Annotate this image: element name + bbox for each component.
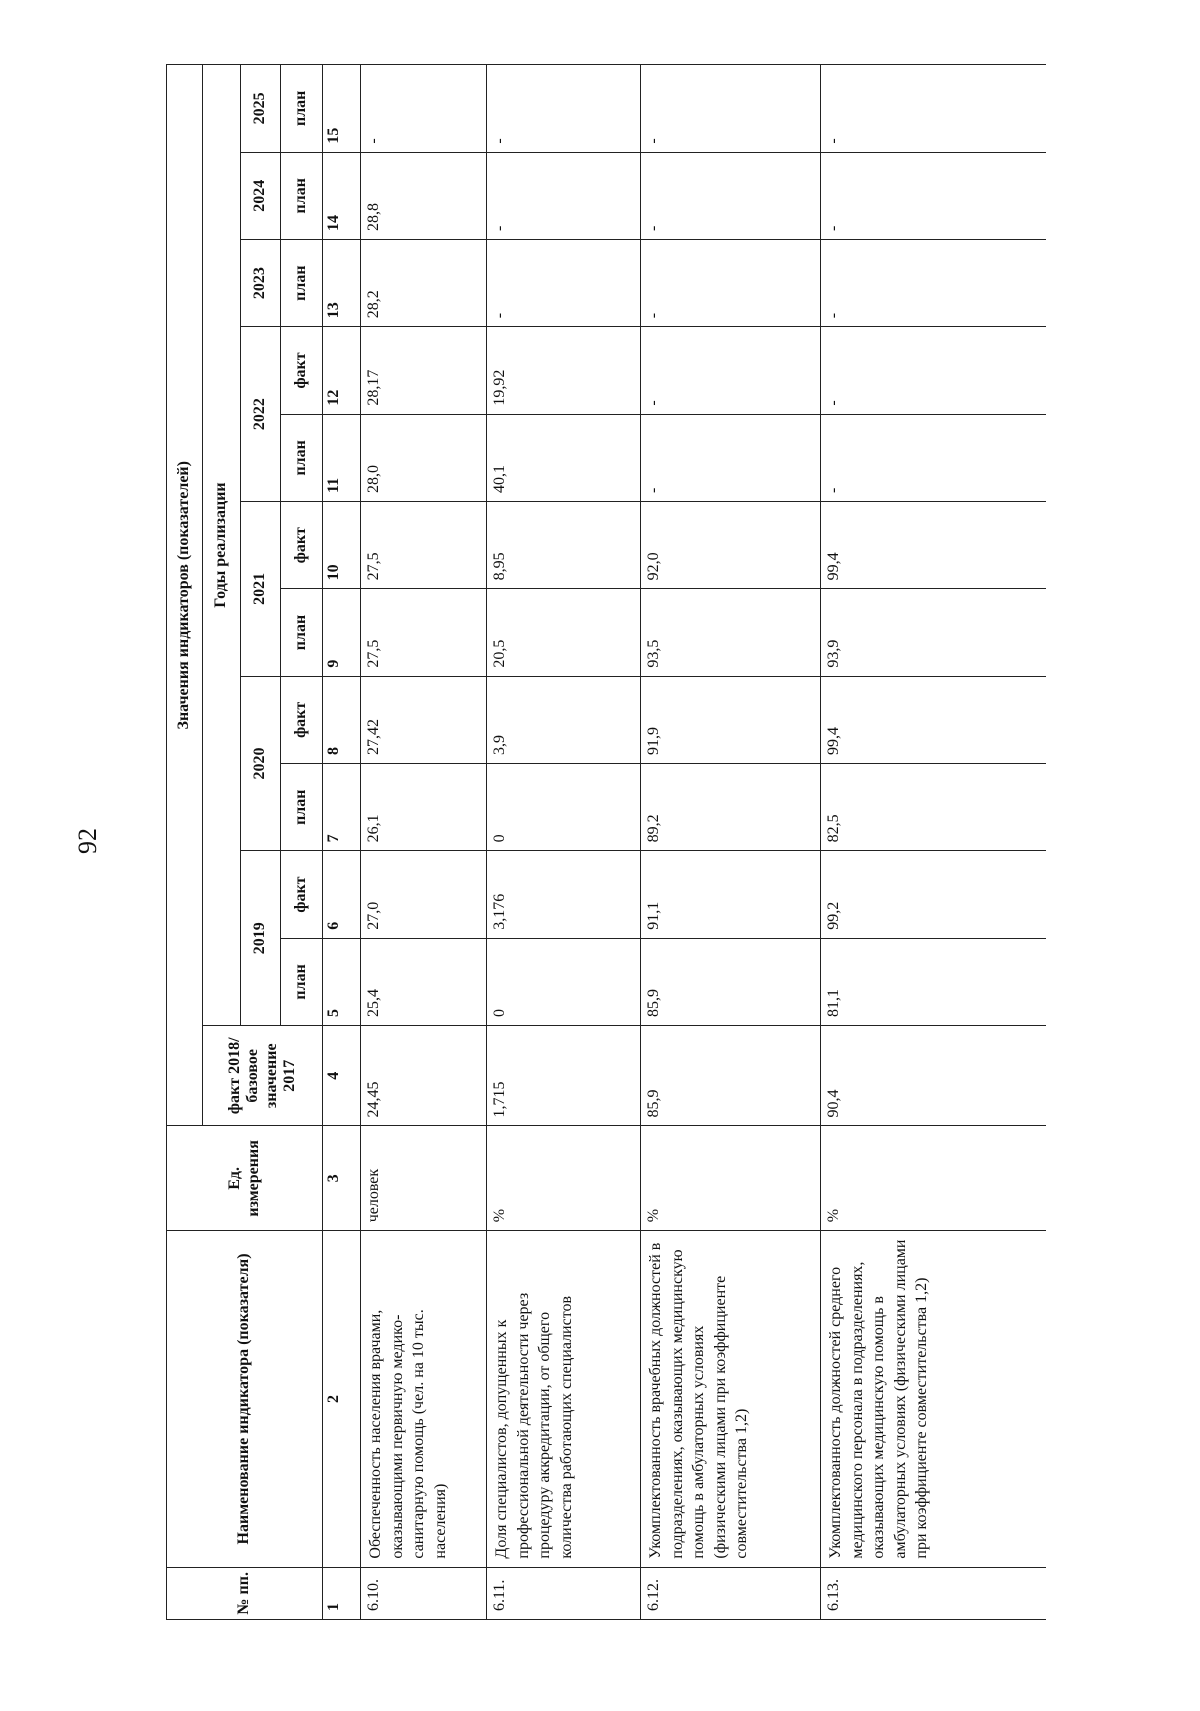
value-cell: - <box>641 327 821 414</box>
value-cell: 20,5 <box>487 589 641 676</box>
header-plan: план <box>281 65 323 153</box>
header-fact: факт <box>281 327 323 414</box>
header-name: Наименование индикатора (показателя) <box>167 1231 323 1567</box>
value-cell: 40,1 <box>487 414 641 501</box>
header-year-2024: 2024 <box>241 152 281 239</box>
value-cell: - <box>821 65 1047 153</box>
indicator-table <box>166 64 1046 1620</box>
value-cell: - <box>821 152 1047 239</box>
unit-cell: человек <box>361 1126 487 1231</box>
column-number: 7 <box>323 764 361 851</box>
column-number: 6 <box>323 851 361 938</box>
column-number: 8 <box>323 676 361 763</box>
indicator-name: Обеспеченность населения врачами, оказывающими первичную медико-санитарную помощь (чел. на 10 тыс. населения) <box>361 1231 487 1567</box>
header-values-group: Значения индикаторов (показателей) <box>167 65 203 1126</box>
header-year-2023: 2023 <box>241 239 281 326</box>
header-year-2019: 2019 <box>241 851 281 1026</box>
value-cell: 26,1 <box>361 764 487 851</box>
header-plan: план <box>281 414 323 501</box>
header-plan: план <box>281 152 323 239</box>
value-cell: 99,2 <box>821 851 1047 938</box>
value-cell: - <box>821 414 1047 501</box>
value-cell: 27,5 <box>361 589 487 676</box>
header-years-group: Годы реализации <box>203 65 241 1026</box>
header-year-2025: 2025 <box>241 65 281 153</box>
header-fact: факт <box>281 501 323 588</box>
header-plan: план <box>281 239 323 326</box>
column-number: 9 <box>323 589 361 676</box>
row-number: 6.11. <box>487 1567 641 1619</box>
column-number: 2 <box>323 1231 361 1567</box>
value-cell: 99,4 <box>821 501 1047 588</box>
value-cell: - <box>641 152 821 239</box>
header-year-2020: 2020 <box>241 676 281 851</box>
unit-cell: % <box>487 1126 641 1231</box>
value-cell: 27,42 <box>361 676 487 763</box>
value-cell: 28,8 <box>361 152 487 239</box>
column-number-row <box>323 65 361 1620</box>
value-cell: 85,9 <box>641 1026 821 1126</box>
value-cell: 82,5 <box>821 764 1047 851</box>
indicator-name: Укомплектованность должностей среднего медицинского персонала в подразделениях, оказывающих медицинскую помощь в амбулаторных условиях (физическими лицами при коэффициенте совместительства 1,2) <box>821 1231 1047 1567</box>
column-number: 4 <box>323 1026 361 1126</box>
table-row <box>821 65 1047 1620</box>
header-year-2021: 2021 <box>241 501 281 676</box>
value-cell: 3,176 <box>487 851 641 938</box>
value-cell: 0 <box>487 764 641 851</box>
column-number: 12 <box>323 327 361 414</box>
row-number: 6.13. <box>821 1567 1047 1619</box>
table-row <box>641 65 821 1620</box>
table-row <box>361 65 487 1620</box>
value-cell: 19,92 <box>487 327 641 414</box>
row-number: 6.10. <box>361 1567 487 1619</box>
value-cell: 27,0 <box>361 851 487 938</box>
header-num: № пп. <box>167 1567 323 1619</box>
column-number: 1 <box>323 1567 361 1619</box>
value-cell: - <box>821 239 1047 326</box>
value-cell: 8,95 <box>487 501 641 588</box>
value-cell: 1,715 <box>487 1026 641 1126</box>
column-number: 3 <box>323 1126 361 1231</box>
value-cell: 93,9 <box>821 589 1047 676</box>
header-year-2022: 2022 <box>241 327 281 502</box>
value-cell: 93,5 <box>641 589 821 676</box>
value-cell: 25,4 <box>361 938 487 1025</box>
value-cell: 27,5 <box>361 501 487 588</box>
value-cell: - <box>487 239 641 326</box>
indicator-name: Доля специалистов, допущенных к профессиональной деятельности через процедуру аккредитации, от общего количества работающих специалистов <box>487 1231 641 1567</box>
column-number: 11 <box>323 414 361 501</box>
value-cell: - <box>641 239 821 326</box>
value-cell: 3,9 <box>487 676 641 763</box>
column-number: 13 <box>323 239 361 326</box>
header-fact: факт <box>281 851 323 938</box>
row-number: 6.12. <box>641 1567 821 1619</box>
header-base: факт 2018/базовое значение 2017 <box>203 1026 323 1126</box>
value-cell: 89,2 <box>641 764 821 851</box>
column-number: 10 <box>323 501 361 588</box>
value-cell: 85,9 <box>641 938 821 1025</box>
value-cell: 81,1 <box>821 938 1047 1025</box>
value-cell: 0 <box>487 938 641 1025</box>
header-unit: Ед. измерения <box>167 1126 323 1231</box>
value-cell: - <box>821 327 1047 414</box>
value-cell: - <box>487 152 641 239</box>
header-plan: план <box>281 938 323 1025</box>
indicator-name: Укомплектованность врачебных должностей в подразделениях, оказывающих медицинскую помощь в амбулаторных условиях (физическими лицами при коэффициенте совместительства 1,2) <box>641 1231 821 1567</box>
value-cell: 28,2 <box>361 239 487 326</box>
indicator-table-container <box>166 64 1046 1620</box>
value-cell: - <box>641 65 821 153</box>
column-number: 5 <box>323 938 361 1025</box>
value-cell: 91,1 <box>641 851 821 938</box>
value-cell: 24,45 <box>361 1026 487 1126</box>
value-cell: - <box>361 65 487 153</box>
value-cell: 91,9 <box>641 676 821 763</box>
header-plan: план <box>281 764 323 851</box>
header-fact: факт <box>281 676 323 763</box>
unit-cell: % <box>821 1126 1047 1231</box>
unit-cell: % <box>641 1126 821 1231</box>
value-cell: - <box>641 414 821 501</box>
value-cell: 90,4 <box>821 1026 1047 1126</box>
column-number: 15 <box>323 65 361 153</box>
value-cell: 92,0 <box>641 501 821 588</box>
column-number: 14 <box>323 152 361 239</box>
table-row <box>487 65 641 1620</box>
value-cell: 28,0 <box>361 414 487 501</box>
value-cell: - <box>487 65 641 153</box>
value-cell: 99,4 <box>821 676 1047 763</box>
header-plan: план <box>281 589 323 676</box>
rotated-table-frame <box>166 64 1046 1620</box>
value-cell: 28,17 <box>361 327 487 414</box>
page-number: 92 <box>73 828 102 854</box>
